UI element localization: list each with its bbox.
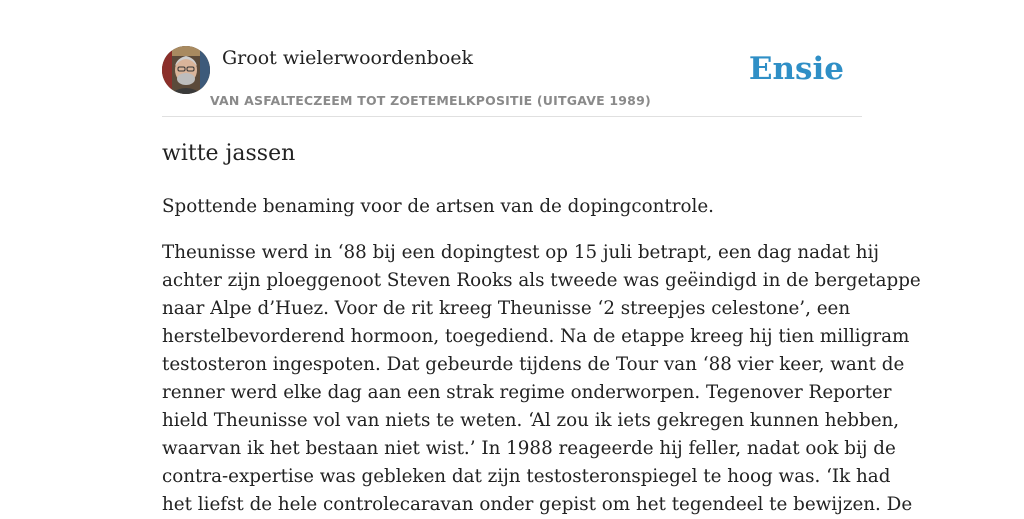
body-line: naar Alpe d’Huez. Voor de rit kreeg Theunisse ‘2 streepjes celestone’, een <box>162 298 851 319</box>
body-line: renner werd elke dag aan een strak regime onderworpen. Tegenover Reporter <box>162 382 892 403</box>
page-container <box>162 0 921 515</box>
body-line: Theunisse werd in ‘88 bij een dopingtest op 15 juli betrapt, een dag nadat hij <box>162 242 880 263</box>
body-line: het liefst de hele controlecaravan onder gepist om het tegendeel te bewijzen. De <box>162 494 913 515</box>
entry-definition: Spottende benaming voor de artsen van de dopingcontrole. <box>162 196 714 217</box>
body-line: herstelbevorderend hormoon, toegediend. Na de etappe kreeg hij tien milligram <box>162 326 910 347</box>
author-avatar[interactable] <box>162 46 210 94</box>
body-line: achter zijn ploeggenoot Steven Rooks als tweede was geëindigd in de bergetappe <box>162 270 921 291</box>
dictionary-subtitle: VAN ASFALTECZEEM TOT ZOETEMELKPOSITIE (UITGAVE 1989) <box>210 93 651 108</box>
author-portrait-icon <box>162 46 210 94</box>
entry-body <box>162 239 921 519</box>
body-line: testosteron ingespoten. Dat gebeurde tijdens de Tour van ‘88 vier keer, want de <box>162 354 905 375</box>
body-line: waarvan ik het bestaan niet wist.’ In 1988 reageerde hij feller, nadat ook bij de <box>162 438 896 459</box>
ensie-logo[interactable]: Ensie <box>748 51 844 87</box>
body-line: hield Theunisse vol van niets te weten. ‘Al zou ik iets gekregen kunnen hebben, <box>162 410 900 431</box>
body-line: contra-expertise was gebleken dat zijn testosteronspiegel te hoog was. ‘Ik had <box>162 466 891 487</box>
dictionary-title[interactable]: Groot wielerwoordenboek <box>222 47 474 69</box>
entry-title: witte jassen <box>162 141 296 166</box>
dictionary-header <box>162 0 862 117</box>
